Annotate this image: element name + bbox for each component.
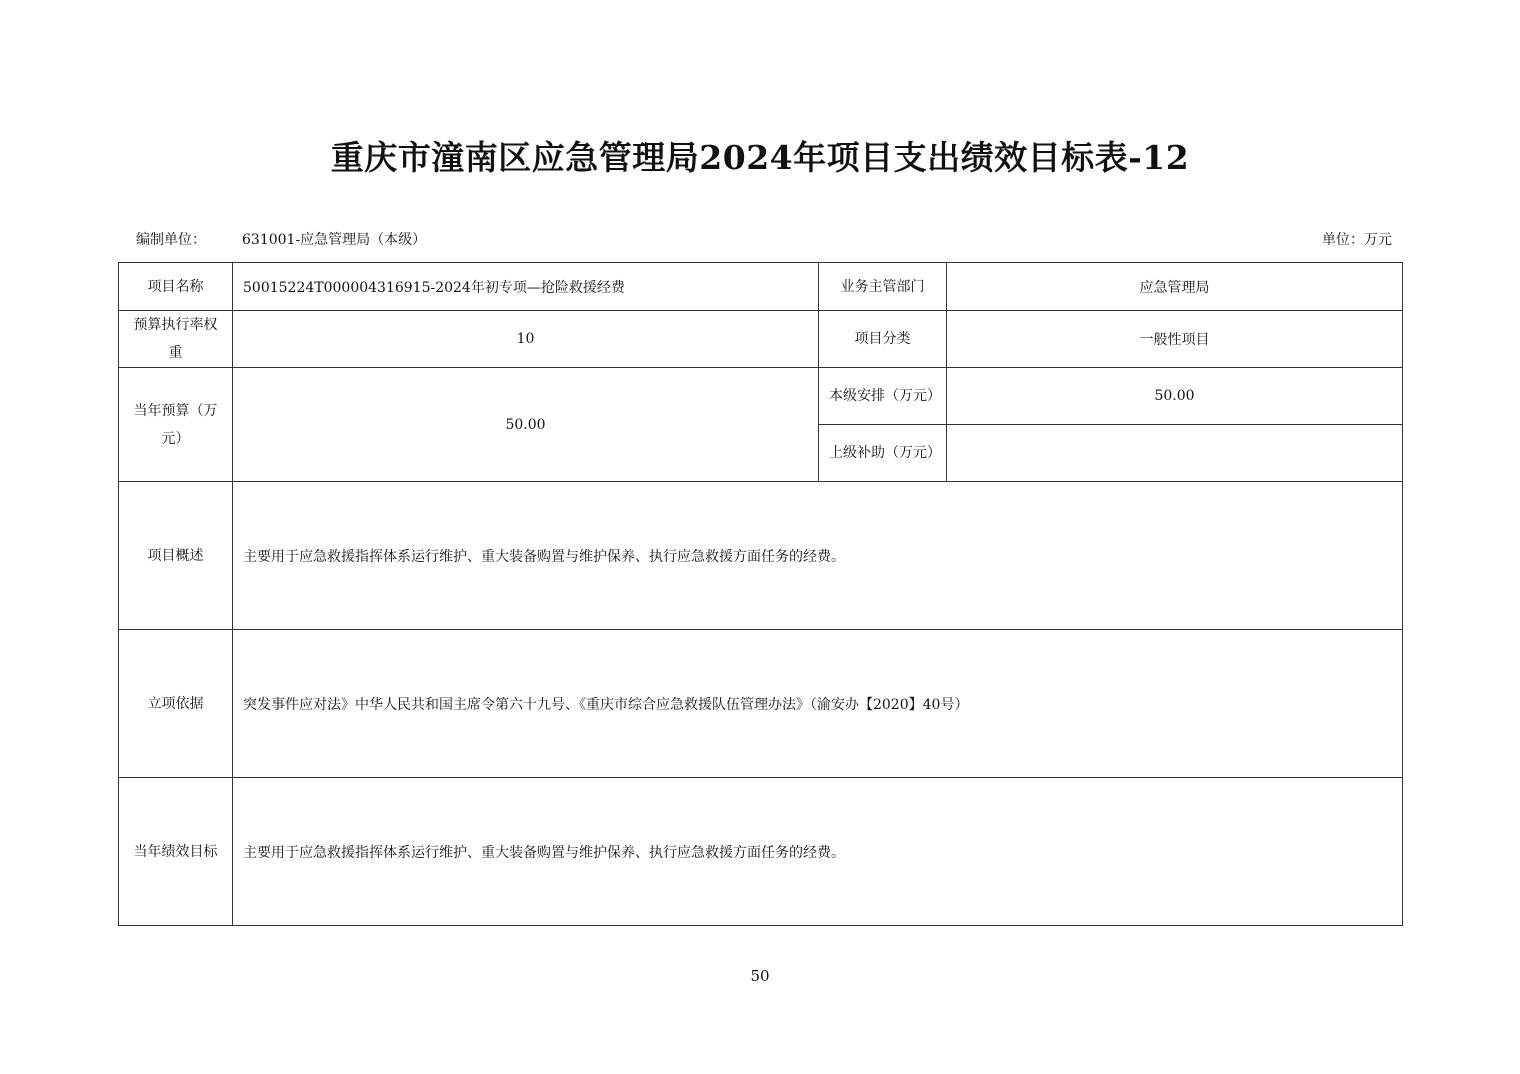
- exec-rate-value: 10: [233, 311, 819, 368]
- category-value: 一般性项目: [947, 311, 1403, 368]
- local-value: 50.00: [947, 368, 1403, 425]
- org-info: [136, 229, 427, 249]
- table-row: [119, 311, 1403, 368]
- page-title: 重庆市潼南区应急管理局2024年项目支出绩效目标表-12: [330, 138, 1190, 177]
- performance-goal-table: [118, 262, 1403, 926]
- budget-label: 当年预算（万元）: [119, 368, 233, 482]
- exec-rate-label: 预算执行率权重: [119, 311, 233, 368]
- basis-value: 突发事件应对法》中华人民共和国主席令第六十九号、《重庆市综合应急救援队伍管理办法》（渝安办【2020】40号）: [233, 630, 1403, 778]
- local-label: 本级安排（万元）: [819, 368, 947, 425]
- dept-label: 业务主管部门: [819, 263, 947, 311]
- page-number: 50: [750, 967, 770, 985]
- budget-value: 50.00: [233, 368, 819, 482]
- table-row: [119, 630, 1403, 778]
- table-row: [119, 263, 1403, 311]
- table-row: [119, 482, 1403, 630]
- subsidy-value: [947, 425, 1403, 482]
- org-value: 631001-应急管理局（本级）: [242, 232, 427, 248]
- org-label: 编制单位：: [136, 232, 206, 248]
- overview-value: 主要用于应急救援指挥体系运行维护、重大装备购置与维护保养、执行应急救援方面任务的经费。: [233, 482, 1403, 630]
- basis-label: 立项依据: [119, 630, 233, 778]
- goal-label: 当年绩效目标: [119, 778, 233, 926]
- table-row: [119, 368, 1403, 425]
- category-label: 项目分类: [819, 311, 947, 368]
- unit-label: 单位：万元: [1322, 232, 1392, 248]
- dept-value: 应急管理局: [947, 263, 1403, 311]
- table-row: [119, 778, 1403, 926]
- goal-value: 主要用于应急救援指挥体系运行维护、重大装备购置与维护保养、执行应急救援方面任务的经费。: [233, 778, 1403, 926]
- overview-label: 项目概述: [119, 482, 233, 630]
- subsidy-label: 上级补助（万元）: [819, 425, 947, 482]
- project-name-value: 50015224T000004316915-2024年初专项—抢险救援经费: [233, 263, 819, 311]
- project-name-label: 项目名称: [119, 263, 233, 311]
